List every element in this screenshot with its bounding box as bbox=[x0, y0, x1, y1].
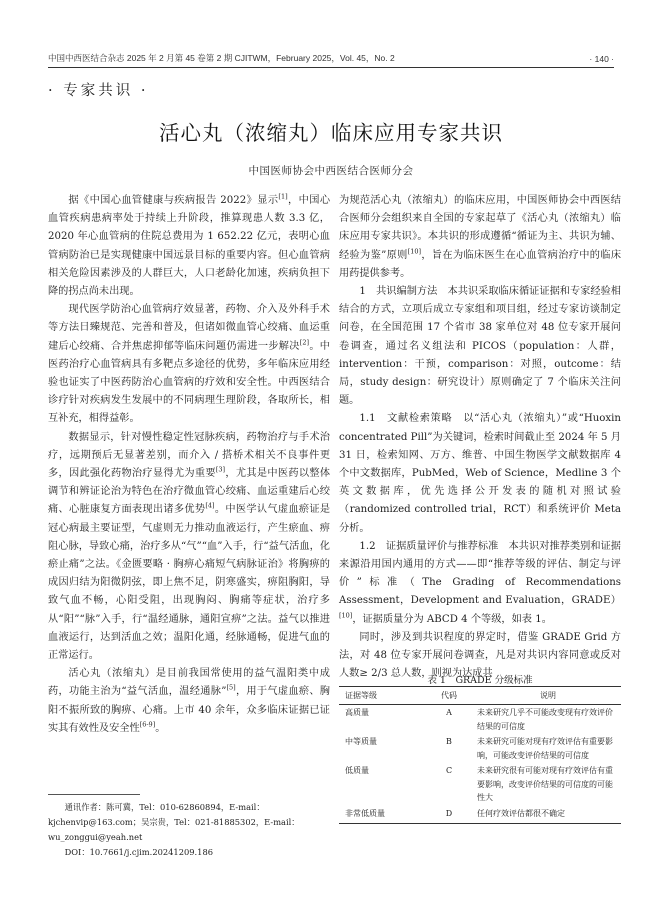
grade-desc-cell: 未来研究几乎不可能改变现有疗效评价结果的可信度 bbox=[477, 708, 613, 731]
grade-code-cell: A bbox=[446, 708, 452, 717]
paragraph-text: 。中医药治疗心血管病具有多靶点多途径的优势，多年临床应用经验也证实了中医药防治心血管病的疗效和安全性。中西医结合诊疗针对疾病发生发展中的不同病理生理阶段，各取所长，相互补充，相得益彰。 bbox=[48, 340, 330, 425]
paragraph bbox=[339, 192, 621, 283]
paragraph bbox=[48, 301, 330, 428]
author-affiliation: 中国医师协会中西医结合医师分会 bbox=[248, 165, 414, 177]
grade-desc-cell: 未来研究很有可能对现有疗效评估有重要影响，改变评价结果的可信度的可能性大 bbox=[477, 766, 613, 802]
table-caption: 表 1 GRADE 分级标准 bbox=[427, 675, 533, 686]
doi: DOI：10.7661/j.cjim.20241209.186 bbox=[64, 847, 214, 857]
paragraph-text: ，旨在为临床医生在心血管病治疗中的临床用药提供参考。 bbox=[339, 249, 622, 279]
table-header-level: 证据等级 bbox=[339, 687, 425, 705]
grade-desc-cell: 任何疗效评估都很不确定 bbox=[473, 806, 621, 824]
footnotes bbox=[48, 800, 330, 860]
paragraph-text: 同时，涉及到共识程度的界定时，借鉴 GRADE Grid 方法，对 48 位专家开展问卷调查，凡是对共识内容同意或反对人数≥ 2/3 总人数，则视为达成共 bbox=[339, 631, 621, 680]
grade-code-cell: D bbox=[425, 806, 473, 824]
table-header-row bbox=[339, 687, 621, 705]
table-row bbox=[339, 705, 621, 735]
table-row bbox=[339, 734, 621, 763]
citation: [6-9] bbox=[139, 720, 156, 729]
citation: [1] bbox=[278, 192, 288, 201]
grade-table bbox=[339, 686, 621, 824]
running-header bbox=[48, 52, 614, 68]
grade-level-cell: 非常低质量 bbox=[339, 806, 425, 824]
footnote-divider bbox=[48, 794, 140, 795]
table-header-desc: 说明 bbox=[473, 687, 621, 705]
paragraph-text: 1.1 文献检索策略 以“活心丸（浓缩丸）”或“Huoxin concentrated Pill”为关键词，检索时间截止至 2024 年 5 月 31 日，检索知网、万方、维普、中国生物医学文献数据库 4 个中文数据库，PubMed，Web of Science，Medline 3 个英文数据库，优先选择公开发表的随机对照试验（randomized controlled trial，RCT）和系统评价 Meta 分析。 bbox=[339, 413, 621, 534]
paper-title: 活心丸（浓缩丸）临床应用专家共识 bbox=[159, 121, 503, 145]
section-label: · 专家共识 · bbox=[48, 83, 149, 99]
paragraph-text: 。 bbox=[155, 722, 166, 734]
grade-level-cell: 低质量 bbox=[345, 766, 369, 775]
grade-code-cell: B bbox=[446, 737, 452, 746]
citation: [2] bbox=[299, 338, 310, 347]
paragraph bbox=[48, 665, 330, 738]
paragraph-text: 1 共识编制方法 本共识采取临床循证证据和专家经验相结合的方式，立项后成立专家组和项目组，经过专家访谈制定问卷，在全国范围 17 个省市 38 家单位对 48 位专家开展问卷调查，通过名义组法和 PICOS（population：人群，intervention：干预，comparison：对照，outcome：结局，study design：研究设计）原则确定了 7 个临床关注问题。 bbox=[339, 286, 621, 407]
paragraph-text: ，尤其是中医药以整体调节和辨证论治为特色在治疗微血管心绞痛、血运重建后心绞痛、心脏康复方面表现出诸多优势 bbox=[48, 468, 331, 516]
right-column bbox=[339, 192, 621, 683]
citation: [5] bbox=[226, 684, 236, 693]
paragraph-text: 据《中国心血管健康与疾病报告 2022》显示 bbox=[68, 195, 279, 206]
paragraph bbox=[339, 538, 621, 629]
citation: [4] bbox=[205, 502, 215, 511]
citation: [10] bbox=[407, 247, 422, 256]
table-row bbox=[339, 806, 621, 824]
left-column bbox=[48, 192, 330, 738]
paragraph bbox=[48, 192, 330, 301]
paragraph-text: 。中医学认气虚血瘀证是冠心病最主要证型，气虚则无力推动血液运行，产生瘀血、痹阻心脉，导致心痛，治疗多从“气”“血”入手，行“益气活血，化瘀止痛”之法。《金匮要略 · 胸痹心痛短气病脉证治》将胸痹的成因归结为阳微阴弦，即上焦不足，阴寒盛实，痹阻胸阳，导致气血不畅，心阳受阻，出现胸闷、胸痛等症状，治疗多从“阳”“脉”入手，行“温经通脉，通阳宣痹”之法。益气以推进血液运行，达到活血之效；温阳化通，经脉通畅，促进气血的正常运行。 bbox=[48, 504, 331, 662]
paragraph-text: ，中国心血管疾病患病率处于持续上升阶段，推算现患人数 3.3 亿，2020 年心血管病的住院总费用为 1 652.22 亿元，表明心血管病防治已是实现健康中国远景目标的重要内容。但心血管病相关危险因素涉及的人群巨大，人口老龄化加速，疾病负担下降的拐点尚未出现。 bbox=[48, 195, 331, 298]
paragraph bbox=[339, 283, 621, 410]
table-header-code: 代码 bbox=[425, 687, 473, 705]
grade-code-cell: C bbox=[445, 766, 453, 775]
paragraph-text: ，用于气虚血瘀、胸阳不振所致的胸痹、心痛。上市 40 余年，众多临床证据已证实其有效性及安全性 bbox=[48, 686, 330, 734]
citation: [3] bbox=[215, 465, 226, 474]
journal-info: 中国中西医结合杂志 2025 年 2 月第 45 卷第 2 期 CJITWM，February 2025，Vol. 45，No. 2 bbox=[48, 53, 395, 63]
paragraph bbox=[48, 429, 330, 666]
paragraph-text: 现代医学防治心血管病疗效显著，药物、介入及外科手术等方法日臻规范、完善和普及，但诸如微血管心绞痛、血运重建后心绞痛、合并焦虑抑郁等临床问题仍需进一步解决 bbox=[48, 304, 330, 352]
grade-desc-cell: 未来研究可能对现有疗效评估有重要影响，可能改变评价结果的可信度 bbox=[477, 737, 613, 760]
paragraph-text: 活心丸（浓缩丸）是目前我国常使用的益气温阳类中成药，功能主治为“益气活血，温经通脉” bbox=[48, 668, 330, 698]
grade-level-cell: 高质量 bbox=[345, 708, 369, 717]
grade-level-cell: 中等质量 bbox=[345, 737, 377, 746]
citation: [10] bbox=[339, 611, 353, 620]
paragraph bbox=[339, 410, 621, 537]
paragraph-text: 数据显示，针对慢性稳定性冠脉疾病，药物治疗与手术治疗，远期预后无显著差别，而介入 / 搭桥术相关不良事件更多，因此强化药物治疗显得尤为重要 bbox=[48, 431, 330, 480]
table-row bbox=[339, 763, 621, 806]
page-number: · 140 · bbox=[589, 54, 614, 64]
paragraph-text: 为规范活心丸（浓缩丸）的临床应用，中国医师协会中西医结合医师分会组织来自全国的专家起草了《活心丸（浓缩丸）临床应用专家共识》。本共识的形成遵循“循证为主、共识为辅、经验为鉴”原则 bbox=[339, 195, 621, 261]
corresponding-author: 通讯作者：陈可冀，Tel：010-62860894，E-mail：kjchenvip@163.com；吴宗贵，Tel：021-81885302，E-mail：wu_zonggui@yeah.net bbox=[48, 802, 300, 842]
paragraph-text: 1.2 证据质量评价与推荐标准 本共识对推荐类别和证据来源沿用国内通用的方式——即“推荐等级的评估、制定与评价”标准（The Grading of Recommendations Assessment，Development and Evaluation，GRADE） bbox=[339, 540, 621, 607]
paragraph-text: ，证据质量分为 ABCD 4 个等级，如表 1。 bbox=[352, 613, 552, 625]
